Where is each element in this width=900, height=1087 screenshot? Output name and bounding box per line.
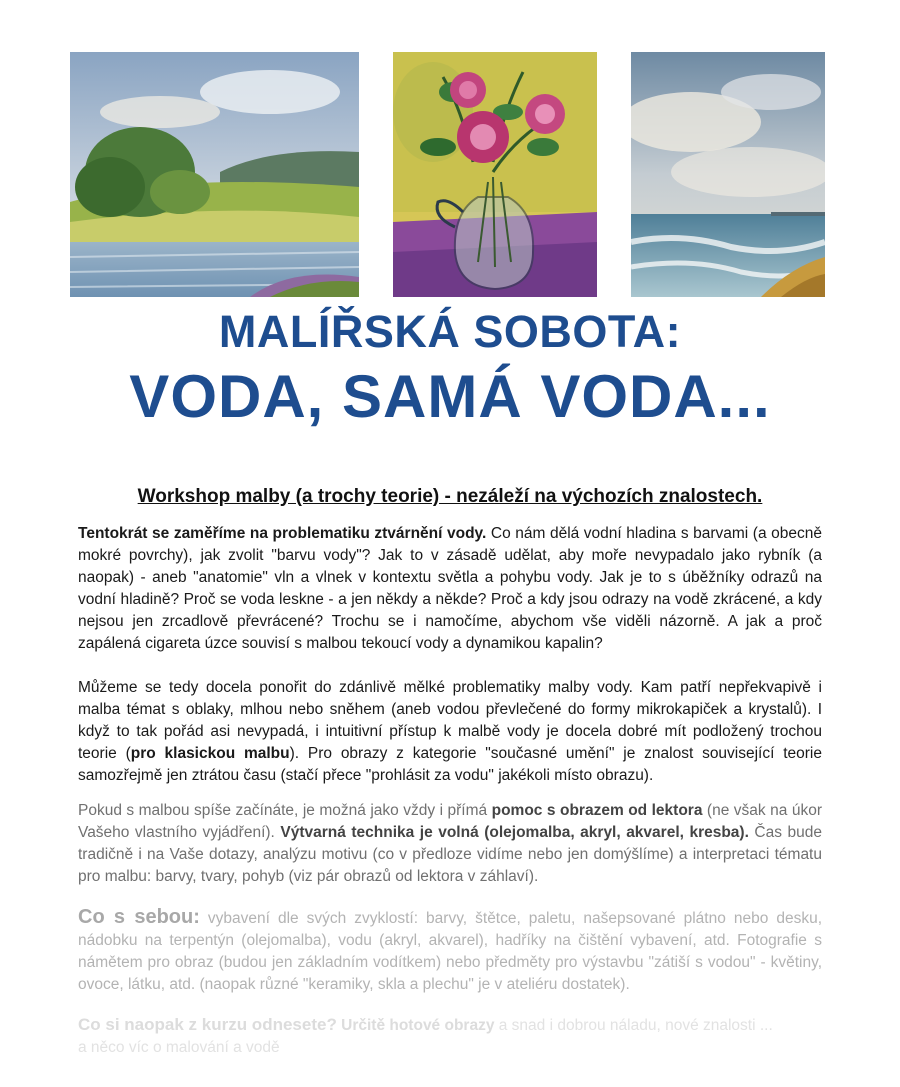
workshop-subtitle: Workshop malby (a trochy teorie) - nezáleží na výchozích znalostech. bbox=[137, 486, 763, 507]
roses-painting bbox=[393, 52, 597, 297]
takeaway-text: a snad i dobrou náladu, nové znalosti ... bbox=[494, 1017, 773, 1034]
seascape-painting bbox=[631, 52, 825, 297]
paragraph-bring bbox=[78, 906, 822, 996]
paragraph-takeaway bbox=[78, 1014, 822, 1059]
theory-bold: pro klasickou malbu bbox=[130, 745, 290, 762]
technique-text-b: (ne však na úkor Vašeho vlastního vyjádření). bbox=[78, 802, 822, 841]
bring-heading: Co s sebou: bbox=[78, 906, 200, 928]
takeaway-line-2: a něco víc o malování a vodě bbox=[78, 1039, 280, 1056]
takeaway-bold: Určitě hotové obrazy bbox=[336, 1017, 495, 1034]
paragraph-technique bbox=[78, 800, 822, 888]
theory-text-a: Můžeme se tedy docela ponořit do zdánlivě mělké problematiky malby vody. Kam patří nepřekvapivě i malba témat s oblaky, mlhou nebo sněhem (aneb vodou převlečené do formy mikrokapiček a krystalů). I když to tak pořád asi nevypadá, i intuitivní přístup k malbě vody je docela dobré mít podložený trochou teorie ( bbox=[78, 679, 822, 762]
paragraph-theory bbox=[78, 677, 822, 787]
technique-text-a: Pokud s malbou spíše začínáte, je možná jako vždy i přímá bbox=[78, 802, 492, 819]
theory-text-b: ). Pro obrazy z kategorie "současné umění" je znalost související teorie samozřejmě jen ztrátou času (stačí přece "prohlásit za vodu" jakékoli místo obrazu). bbox=[78, 745, 822, 784]
title-line-1: MALÍŘSKÁ SOBOTA: bbox=[218, 306, 682, 357]
landscape-painting bbox=[70, 52, 359, 297]
bring-text: vybavení dle svých zvyklostí: barvy, štětce, paletu, našepsované plátno nebo desku, nádobku na terpentýn (olejomalba), vodu (akryl, akvarel), hadříky na čištění vybavení, atd. Fotografie s námětem pro obraz (budou jen základním vodítkem) nebo předměty pro výstavbu "zátiší s vodou" - květiny, ovoce, látku, atd. (naopak různé "keramiky, skla a plechu" je v ateliéru dostatek). bbox=[78, 910, 823, 993]
title-line-2: VODA, SAMÁ VODA... bbox=[129, 363, 771, 430]
intro-bold: Tentokrát se zaměříme na problematiku ztvárnění vody. bbox=[78, 525, 487, 542]
takeaway-heading: Co si naopak z kurzu odnesete? bbox=[78, 1015, 337, 1034]
header-paintings bbox=[0, 52, 900, 297]
technique-bold-a: pomoc s obrazem od lektora bbox=[491, 802, 703, 819]
technique-bold-b: Výtvarná technika je volná (olejomalba, akryl, akvarel, kresba). bbox=[280, 824, 749, 841]
intro-text: Co nám dělá vodní hladina s barvami (a obecně mokré povrchy), jak zvolit "barvu vody"? Jak to v zásadě udělat, aby moře nevypadalo jako rybník (a naopak) - aneb "anatomie" vln a vlnek v kontextu světla a pohybu vody. Jak je to s úběžníky odrazů na vodní hladině? Proč se voda leskne - a jen někdy a někde? Proč a kdy jsou odrazy na vodě zkrácené, a kdy nejsou jen zrcadlově převrácené? Trochu se i namočíme, abychom vše viděli názorně. A jak a proč zapálená cigareta úzce souvisí s malbou tekoucí vody a dynamikou kapalin? bbox=[78, 525, 822, 652]
paragraph-intro bbox=[78, 523, 822, 655]
technique-text-c: Čas bude tradičně i na Vaše dotazy, analýzu motivu (co v předloze vidíme nebo jen domýšlíme) a interpretaci tématu pro malbu: barvy, tvary, pohyb (viz pár obrazů od lektora v záhlaví). bbox=[78, 824, 822, 885]
